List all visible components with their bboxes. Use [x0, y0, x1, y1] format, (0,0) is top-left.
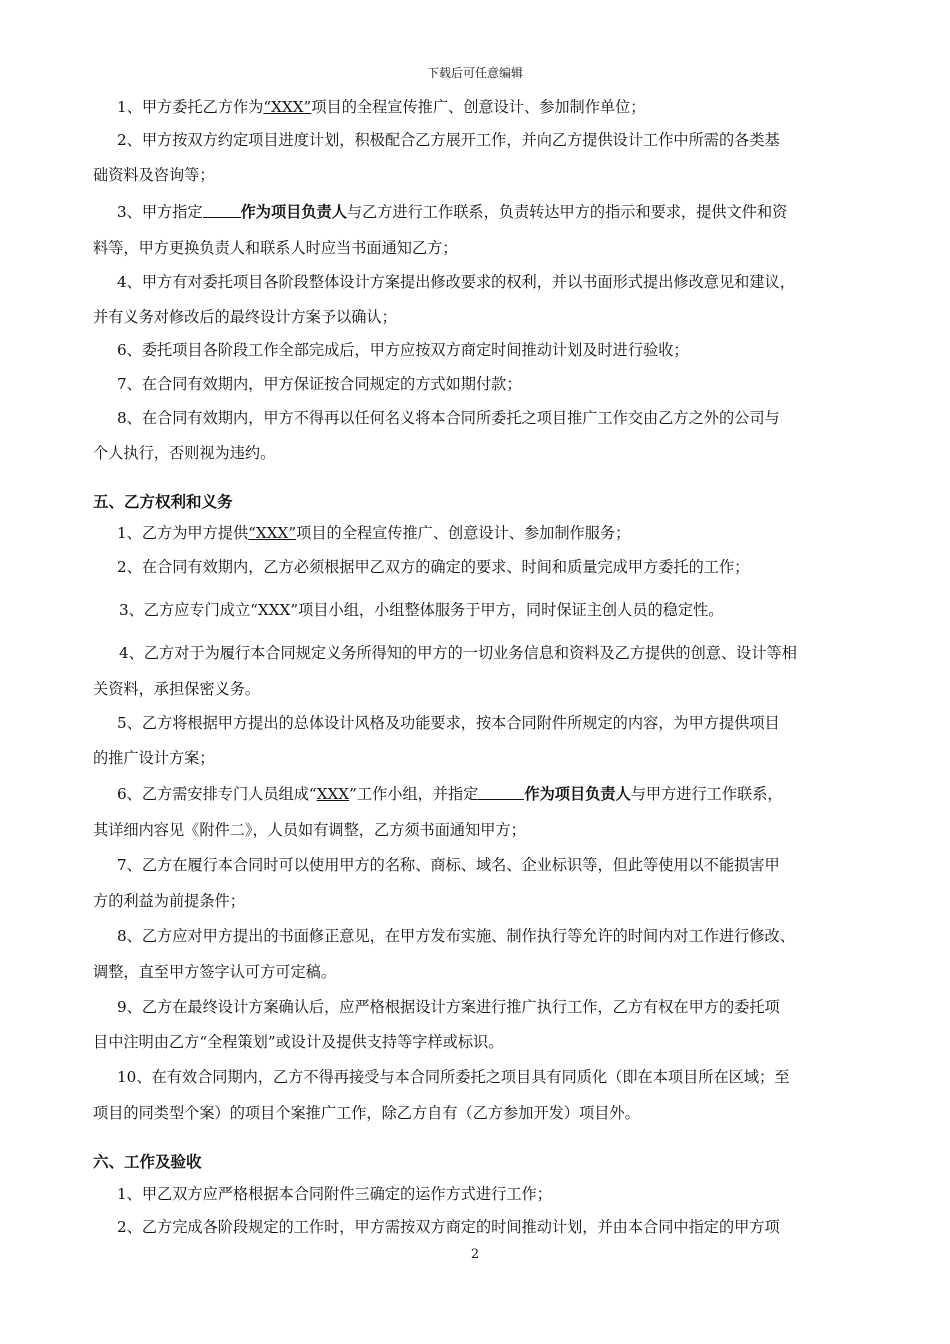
- bold-term: 作为项目负责人: [240, 203, 347, 221]
- text-line: 项目的同类型个案）的项目个案推广工作，除乙方自有（乙方参加开发）项目外。: [93, 1104, 640, 1122]
- text-span: 与甲方进行工作联系，: [630, 785, 783, 803]
- text-line: 目中注明由乙方“全程策划”或设计及提供支持等字样或标识。: [93, 1033, 504, 1051]
- text-line: 3、乙方应专门成立“XXX”项目小组，小组整体服务于甲方，同时保证主创人员的稳定性。: [119, 601, 724, 619]
- text-line: [117, 201, 787, 222]
- text-span: 项目的全程宣传推广、创意设计、参加制作服务；: [296, 524, 631, 542]
- bold-term: 作为项目负责人: [524, 785, 631, 803]
- page-header: 下载后可任意编辑: [426, 66, 523, 80]
- text-span: ”工作小组，并指定: [349, 785, 479, 803]
- text-line: 并有义务对修改后的最终设计方案予以确认；: [93, 308, 397, 326]
- section-heading: 六、工作及验收: [93, 1153, 202, 1171]
- text-line: 个人执行，否则视为违约。: [93, 444, 276, 462]
- text-line: 础资料及咨询等；: [93, 166, 215, 184]
- blank-underline: [203, 203, 241, 218]
- text-line: [117, 96, 645, 117]
- text-line: 关资料，承担保密义务。: [93, 680, 261, 698]
- text-line: 4、乙方对于为履行本合同规定义务所得知的甲方的一切业务信息和资料及乙方提供的创意、设计等相: [119, 644, 797, 662]
- text-line: [117, 783, 783, 804]
- page-number: 2: [470, 1247, 480, 1262]
- text-line: 9、乙方在最终设计方案确认后，应严格根据设计方案进行推广执行工作，乙方有权在甲方的委托项: [117, 998, 780, 1016]
- text-line: 2、甲方按双方约定项目进度计划，积极配合乙方展开工作，并向乙方提供设计工作中所需的各类基: [117, 131, 780, 149]
- underlined-term: “XXX”: [248, 524, 297, 542]
- text-line: 4、甲方有对委托项目各阶段整体设计方案提出修改要求的权利，并以书面形式提出修改意见和建议，: [117, 273, 795, 291]
- text-line: 其详细内容见《附件二》，人员如有调整，乙方须书面通知甲方；: [93, 821, 526, 839]
- underlined-term: XXX: [316, 785, 350, 803]
- text-line: 料等，甲方更换负责人和联系人时应当书面通知乙方；: [93, 239, 458, 257]
- text-span: 3、甲方指定: [117, 203, 203, 221]
- blank-underline: [478, 785, 524, 800]
- text-line: 的推广设计方案；: [93, 749, 215, 767]
- section-heading: 五、乙方权利和义务: [93, 493, 233, 511]
- text-line: 7、乙方在履行本合同时可以使用甲方的名称、商标、域名、企业标识等，但此等使用以不能损害甲: [117, 856, 780, 874]
- text-span: 与乙方进行工作联系，负责转达甲方的指示和要求，提供文件和资: [346, 203, 788, 221]
- underlined-term: “XXX”: [263, 98, 312, 116]
- text-line: 8、在合同有效期内，甲方不得再以任何名义将本合同所委托之项目推广工作交由乙方之外的公司与: [117, 409, 780, 427]
- text-span: 项目的全程宣传推广、创意设计、参加制作单位；: [311, 98, 646, 116]
- text-line: 2、乙方完成各阶段规定的工作时，甲方需按双方商定的时间推动计划，并由本合同中指定的甲方项: [117, 1218, 780, 1236]
- text-line: 2、在合同有效期内，乙方必须根据甲乙双方的确定的要求、时间和质量完成甲方委托的工作；: [117, 558, 750, 576]
- text-line: [117, 522, 630, 543]
- text-line: 调整，直至甲方签字认可方可定稿。: [93, 963, 336, 981]
- text-line: 8、乙方应对甲方提出的书面修正意见，在甲方发布实施、制作执行等允许的时间内对工作进行修改、: [117, 927, 795, 945]
- text-line: 方的利益为前提条件；: [93, 892, 245, 910]
- text-span: 6、乙方需安排专门人员组成“: [117, 785, 317, 803]
- text-span: 1、乙方为甲方提供: [117, 524, 249, 542]
- text-line: 10、在有效合同期内，乙方不得再接受与本合同所委托之项目具有同质化（即在本项目所在区域；至: [117, 1068, 790, 1086]
- text-line: 7、在合同有效期内，甲方保证按合同规定的方式如期付款；: [117, 375, 522, 393]
- text-line: 6、委托项目各阶段工作全部完成后，甲方应按双方商定时间推动计划及时进行验收；: [117, 341, 689, 359]
- text-line: 1、甲乙双方应严格根据本合同附件三确定的运作方式进行工作；: [117, 1185, 552, 1203]
- text-line: 5、乙方将根据甲方提出的总体设计风格及功能要求，按本合同附件所规定的内容，为甲方提供项目: [117, 714, 780, 732]
- text-span: 1、甲方委托乙方作为: [117, 98, 264, 116]
